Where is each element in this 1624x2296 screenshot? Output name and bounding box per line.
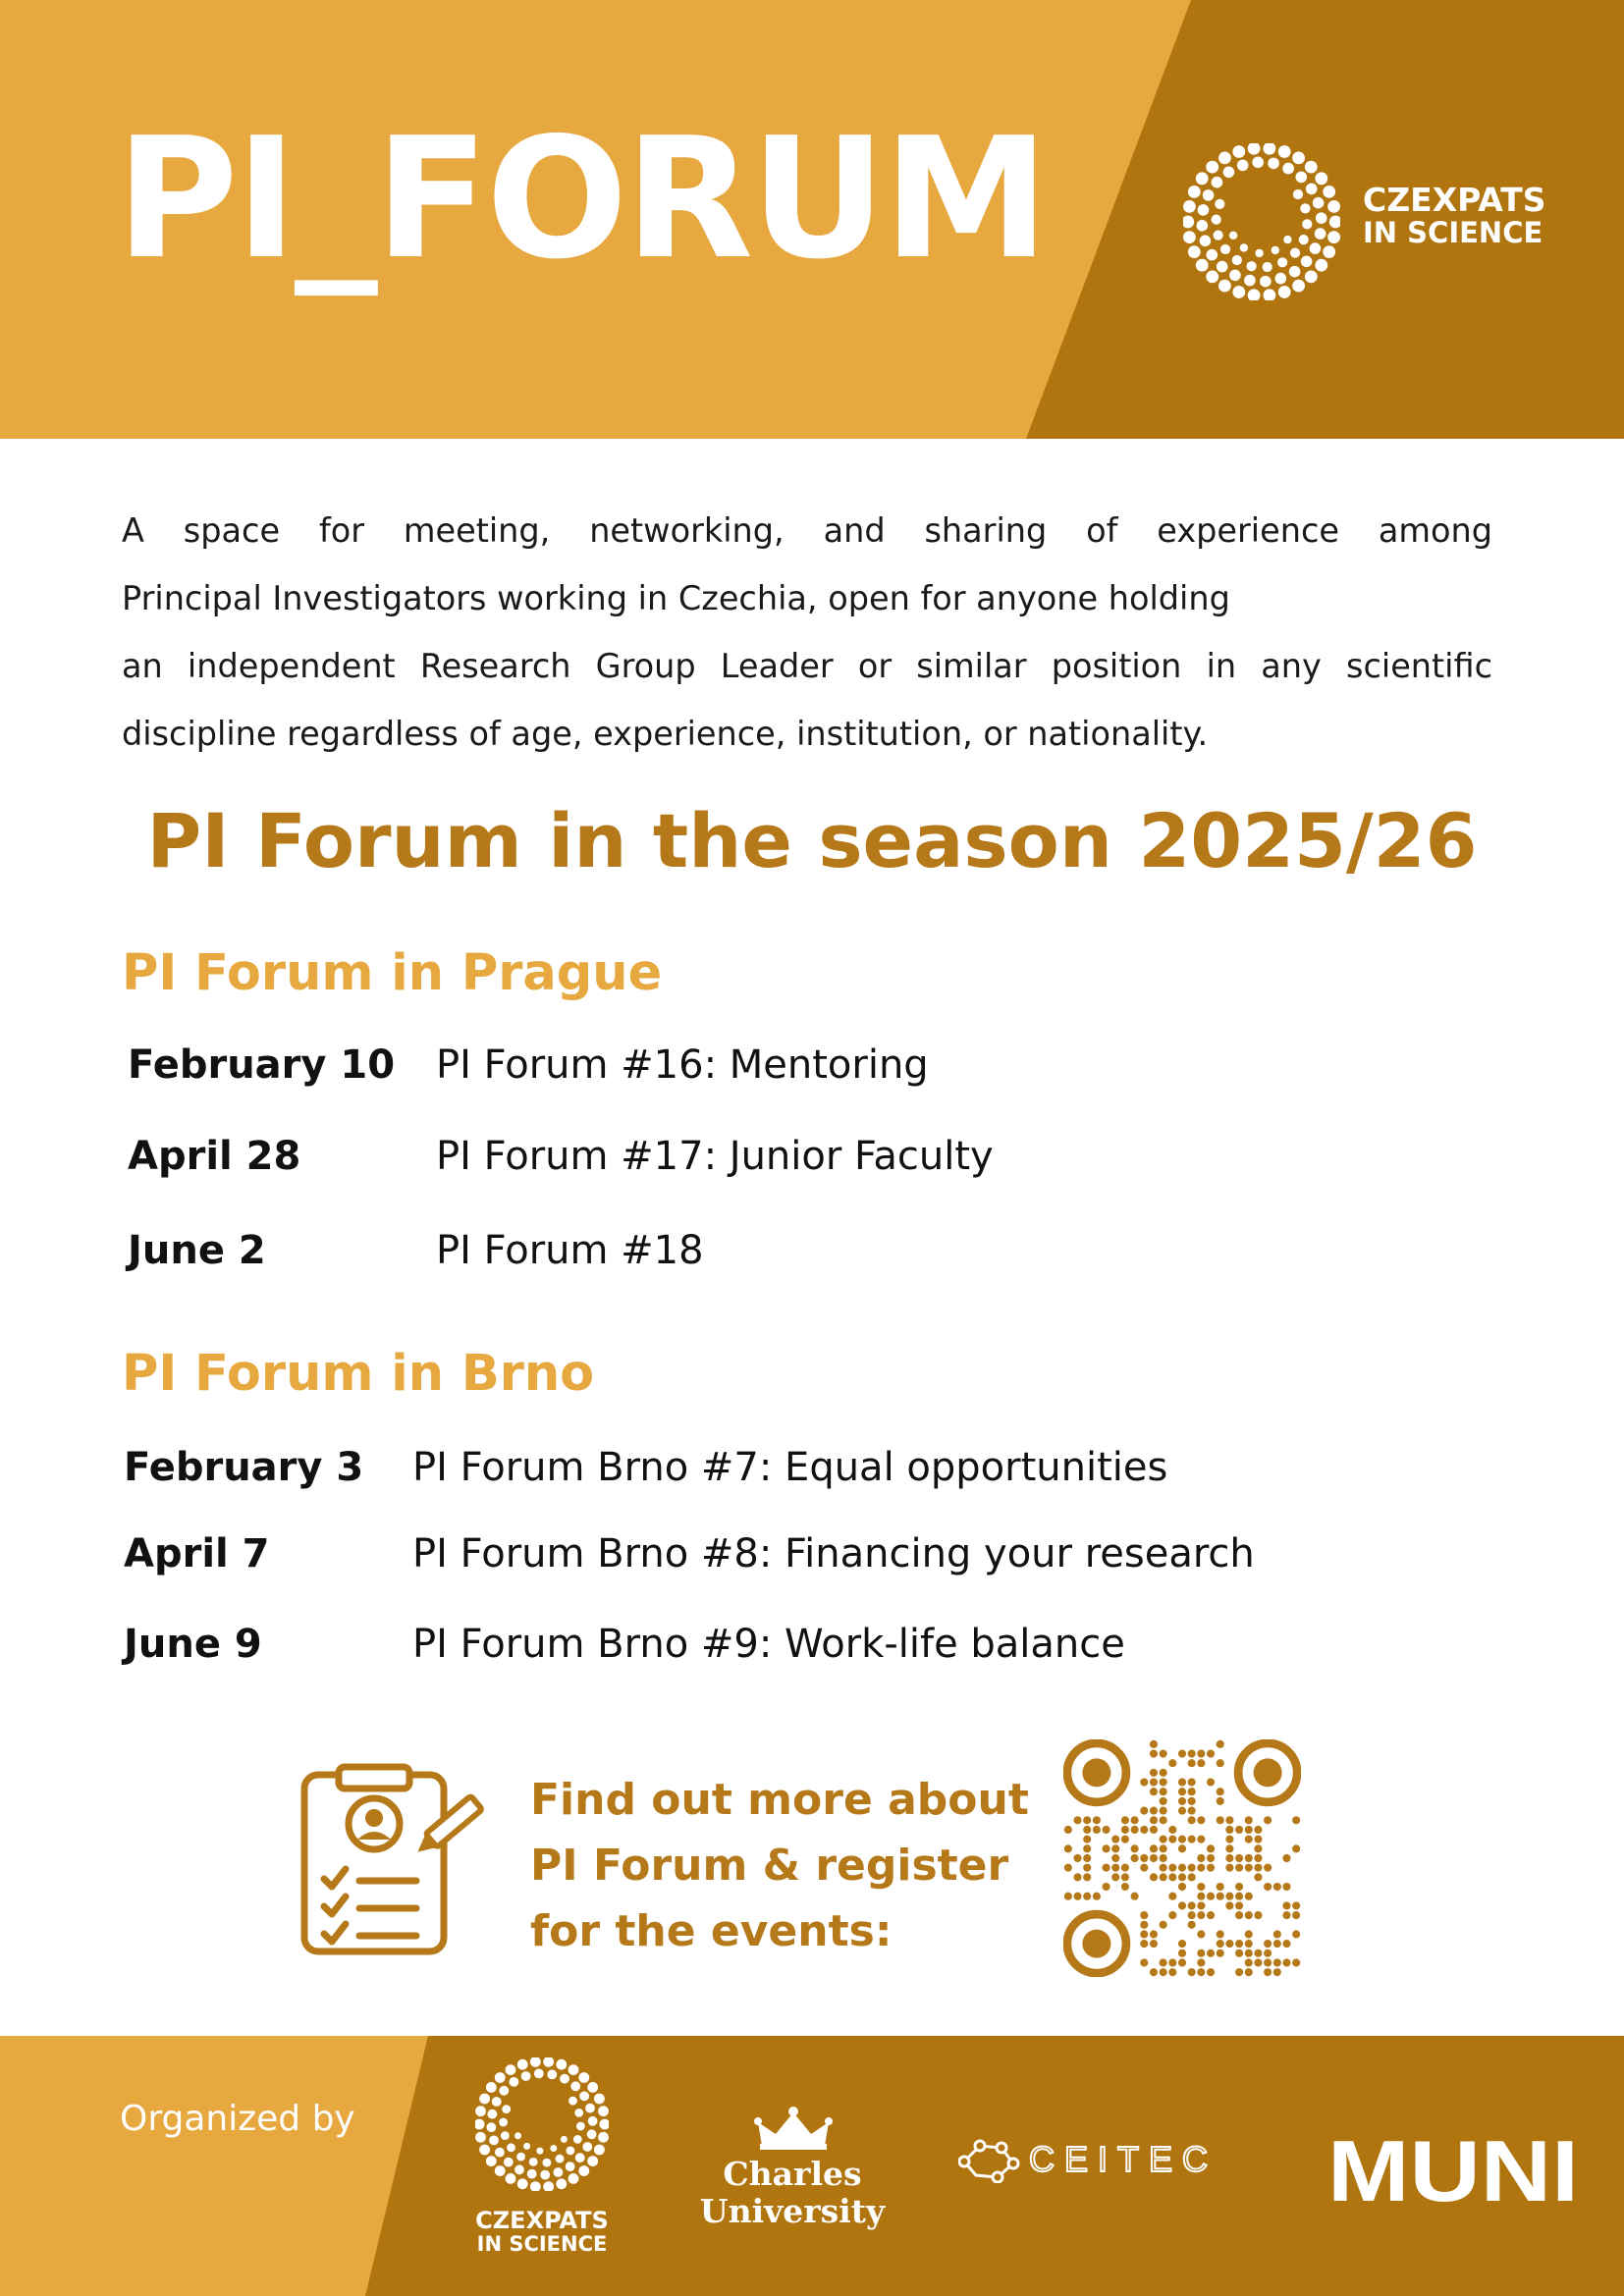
charles-university-logo xyxy=(699,2156,886,2230)
event-title: PI Forum #18 xyxy=(436,1228,704,1273)
muni-logo xyxy=(1327,2130,1583,2209)
ceitec-logo xyxy=(958,2134,1282,2183)
prague-heading: PI Forum in Prague xyxy=(122,944,663,1002)
czexpats-logo-icon xyxy=(1183,143,1340,300)
clipboard-checklist-icon xyxy=(295,1763,491,1959)
logo-line-1: CZEXPATS xyxy=(475,2207,609,2234)
event-date: June 2 xyxy=(128,1228,266,1273)
ceitec-text: CEITEC xyxy=(1029,2139,1218,2179)
intro-line: an independent Research Group Leader or similar position in any scientific xyxy=(122,647,1492,685)
muni-text: MUNI xyxy=(1327,2130,1579,2209)
cta-line: PI Forum & register xyxy=(530,1841,1009,1891)
brno-heading: PI Forum in Brno xyxy=(122,1345,595,1403)
event-title: PI Forum Brno #8: Financing your research xyxy=(412,1531,1255,1576)
event-date: April 28 xyxy=(128,1134,301,1179)
czexpats-footer-logo-text xyxy=(475,2209,609,2255)
logo-line-2: IN SCIENCE xyxy=(1363,215,1543,249)
logo-line-2: IN SCIENCE xyxy=(476,2232,608,2257)
intro-line: discipline regardless of age, experience, institution, or nationality. xyxy=(122,715,1209,753)
qr-code[interactable] xyxy=(1063,1739,1301,1977)
czexpats-footer-logo-icon xyxy=(475,2057,609,2191)
event-title: PI Forum #16: Mentoring xyxy=(436,1042,929,1088)
header-banner xyxy=(0,0,1624,439)
intro-line: A space for meeting, networking, and sharing of experience among xyxy=(122,511,1492,550)
event-date: February 3 xyxy=(124,1445,364,1490)
charles-line-2: University xyxy=(699,2192,886,2230)
cta-line: Find out more about xyxy=(530,1775,1029,1825)
event-date: February 10 xyxy=(128,1042,396,1088)
charles-line-1: Charles xyxy=(723,2155,862,2193)
czexpats-logo-text xyxy=(1363,181,1546,249)
intro-line: Principal Investigators working in Czechia, open for anyone holding xyxy=(122,579,1230,617)
event-title: PI Forum #17: Junior Faculty xyxy=(436,1134,994,1179)
page-title: PI_FORUM xyxy=(116,102,1047,296)
season-title: PI Forum in the season 2025/26 xyxy=(146,797,1478,884)
event-date: April 7 xyxy=(124,1531,270,1576)
event-title: PI Forum Brno #7: Equal opportunities xyxy=(412,1445,1168,1490)
intro-paragraph xyxy=(122,497,1492,768)
footer-banner xyxy=(0,2036,1624,2296)
logo-line-1: CZEXPATS xyxy=(1363,181,1546,219)
cta-line: for the events: xyxy=(530,1906,893,1956)
crown-icon xyxy=(754,2107,833,2150)
cta-text xyxy=(530,1767,1041,1964)
event-date: June 9 xyxy=(124,1622,262,1667)
organized-by-label: Organized by xyxy=(120,2099,355,2139)
event-title: PI Forum Brno #9: Work-life balance xyxy=(412,1622,1125,1667)
